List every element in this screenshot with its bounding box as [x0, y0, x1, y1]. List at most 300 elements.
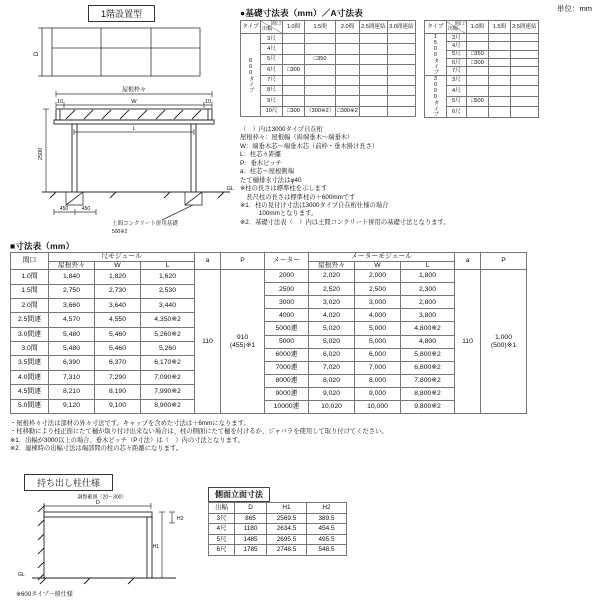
foundation-value: □300 [283, 65, 305, 75]
corner-top-label: 間口 [454, 21, 465, 27]
module-group-header: 尺モジュール [49, 253, 195, 262]
foundation-value: □350 [466, 50, 488, 58]
type-cell: 600タイプ [241, 34, 261, 117]
foundation-value [466, 75, 488, 85]
p-header: P [221, 253, 265, 270]
side-row [209, 534, 347, 545]
corner-top-label: 間口 [270, 21, 281, 27]
p-header: P [481, 253, 527, 270]
foundation-value [336, 54, 360, 64]
p-value-line: (455)※1 [229, 341, 256, 349]
w-value: 5,460 [95, 342, 141, 356]
w-value: 2,500 [355, 283, 401, 296]
roof-value: 3,020 [309, 296, 355, 309]
foundation-value [488, 42, 510, 50]
foundation-value [387, 34, 415, 44]
foundation-value [387, 75, 415, 85]
foundation-row [241, 85, 416, 95]
p-value-line: (500)※1 [490, 341, 517, 349]
gl-label: GL [18, 572, 25, 578]
type-header: タイプ [424, 21, 446, 34]
col-header: 2.5間連結 [359, 21, 387, 34]
col-header: 2.0間 [336, 21, 360, 34]
w-value: 1,820 [95, 270, 141, 284]
foundation-note-line: たて樋排水寸法はφ40 [240, 176, 302, 184]
dim-roof-width-label: 屋根枠々 [121, 87, 147, 94]
dimension-table-meter [264, 252, 527, 414]
l-value: 7,990※2 [141, 385, 195, 399]
size-label: 1.5間 [11, 284, 49, 298]
roof-value: 6,020 [309, 348, 355, 361]
w-value: 6,000 [355, 348, 401, 361]
cantilever-note: ※600タイプ一般仕様 [16, 592, 73, 598]
w-header: W [355, 261, 401, 270]
dim-l-label: L [132, 126, 136, 132]
depth-label: 10尺 [261, 106, 283, 116]
dimension-header-row [11, 253, 265, 262]
roof-value: 8,210 [49, 385, 95, 399]
foundation-value [387, 96, 415, 106]
foundation-value [488, 50, 510, 58]
roof-value: 3,660 [49, 298, 95, 312]
depth-label: 7尺 [446, 67, 466, 75]
foundation-value [336, 44, 360, 54]
depth-label: 6尺 [446, 107, 466, 117]
foundation-value [466, 107, 488, 117]
depth-label: 3尺 [261, 34, 283, 44]
dimension-table-shaku [10, 252, 265, 414]
l-value: 8,900※2 [141, 399, 195, 413]
dim-w-label: W [131, 99, 137, 105]
l-value: 9,800※2 [401, 400, 455, 413]
depth-label: 5尺 [209, 534, 235, 545]
foundation-row [241, 34, 416, 44]
w-value: 7,000 [355, 361, 401, 374]
depth-label: 3尺 [209, 513, 235, 524]
arm-and-post [44, 512, 152, 578]
foundation-value [283, 54, 305, 64]
depth-label: 5尺 [261, 54, 283, 64]
depth-label: 3尺 [446, 34, 466, 42]
foundation-value [359, 96, 387, 106]
l-value: 7,800※2 [401, 374, 455, 387]
type-cell: 3000タイプ [424, 75, 446, 117]
roof-value: 5,020 [309, 335, 355, 348]
foundation-table-1500-3000 [424, 20, 539, 118]
size-label: 2000 [265, 270, 309, 283]
side-value: 389.5 [307, 513, 347, 524]
w-value: 6,370 [95, 356, 141, 370]
foundation-value [510, 96, 538, 106]
side-row [209, 545, 347, 556]
foundation-note-line: a：柱芯〜屋根側端 [240, 168, 294, 176]
size-label: 2.0間 [11, 298, 49, 312]
foundation-value [283, 44, 305, 54]
w-value: 5,460 [95, 327, 141, 341]
side-value: 865 [235, 513, 267, 524]
depth-label: 5尺 [446, 50, 466, 58]
foundation-header-row [424, 21, 538, 34]
foundation-note-line: （ ）内は3000タイプ自在桁 [240, 126, 323, 133]
type-header: タイプ [241, 21, 261, 34]
a-value: 110 [195, 270, 221, 414]
foundation-value [283, 96, 305, 106]
roof-value: 4,570 [49, 313, 95, 327]
posts [72, 124, 196, 192]
l-value: 5,260 [141, 342, 195, 356]
cantilever-drawing [14, 492, 194, 590]
w-value: 3,640 [95, 298, 141, 312]
foundation-value: □350 [305, 54, 336, 64]
foundation-value [488, 59, 510, 67]
l-value: 6,800※2 [401, 361, 455, 374]
dim-h1-label: H1 [152, 544, 159, 550]
foundation-value [510, 59, 538, 67]
depth-label: 7尺 [261, 75, 283, 85]
foundation-row [424, 75, 538, 85]
foundation-value [510, 86, 538, 96]
size-label: 8000連 [265, 374, 309, 387]
depth-label: 9尺 [261, 96, 283, 106]
col-header: 2.5間連結 [510, 21, 538, 34]
col-header: 1.0間 [283, 21, 305, 34]
l-value: 5,260※2 [141, 327, 195, 341]
foundation-value [488, 67, 510, 75]
foundation-value [359, 54, 387, 64]
foundation-value: （300※2） [305, 106, 336, 116]
p-value [481, 270, 527, 414]
w-value: 9,100 [95, 399, 141, 413]
dim-500-label: 500※2 [112, 229, 128, 235]
depth-label: 4尺 [209, 524, 235, 535]
side-value: 548.5 [307, 545, 347, 556]
l-value: 3,800 [401, 309, 455, 322]
foundation-value [387, 44, 415, 54]
dimension-table-title: ■寸法表（mm） [10, 241, 75, 251]
size-label: 5000 [265, 335, 309, 348]
foundation-value [510, 34, 538, 42]
foundation-value [466, 67, 488, 75]
corner-bottom-label: 出幅 [447, 26, 458, 32]
foundation-value [283, 34, 305, 44]
plan-grid [38, 28, 200, 76]
foundation-value [359, 34, 387, 44]
col-header: 1.0間 [466, 21, 488, 34]
dimension-tables [10, 252, 527, 414]
col-header: D [235, 503, 267, 514]
foundation-value [359, 65, 387, 75]
roof-plan-drawing [30, 22, 210, 82]
size-label: 5.0間連 [11, 399, 49, 413]
l-value: 4,800※2 [401, 322, 455, 335]
roof-section [54, 109, 214, 124]
roof-value: 5,480 [49, 327, 95, 341]
foundation-note-line: ※1．柱の見付け寸法は3000タイプ自在桁仕様の場合 [240, 201, 389, 209]
foundation-value [305, 75, 336, 85]
roof-header: 屋根外々 [49, 261, 95, 270]
size-label: 3000 [265, 296, 309, 309]
dim-d-label: D [96, 500, 100, 506]
roof-value: 1,840 [49, 270, 95, 284]
adjust-range-label: 調整範囲（20〜300） [77, 494, 127, 501]
foundation-value [336, 65, 360, 75]
type-cell: 1500タイプ [424, 34, 446, 76]
col-header: H2 [307, 503, 347, 514]
w-value: 2,000 [355, 270, 401, 283]
foundation-value [336, 75, 360, 85]
foundation-value [283, 85, 305, 95]
plan-dim-d-label: D [34, 51, 40, 57]
w-value: 5,000 [355, 322, 401, 335]
foundation-value [510, 107, 538, 117]
dim-h2-label: H2 [177, 516, 184, 522]
roof-value: 2,750 [49, 284, 95, 298]
size-label: 4.5間連 [11, 385, 49, 399]
foundation-note-line: W：端垂木芯〜端垂木芯（前枠・垂木掛け長さ） [240, 142, 379, 150]
roof-value: 7,310 [49, 370, 95, 384]
ground-line [32, 578, 176, 584]
l-value: 1,620 [141, 270, 195, 284]
size-label: 6000連 [265, 348, 309, 361]
l-header: L [401, 261, 455, 270]
foundation-value [305, 96, 336, 106]
cantilever-title: 持ち出し柱仕様 [24, 474, 113, 491]
dim-height-label: 2500 [38, 147, 44, 161]
foundation-value: □300 [283, 106, 305, 116]
col-header: H1 [267, 503, 307, 514]
side-value: 2569.5 [267, 513, 307, 524]
dimension-notes [10, 420, 588, 454]
p-value-line: 910 [236, 334, 249, 341]
w-value: 8,190 [95, 385, 141, 399]
roof-value: 7,020 [309, 361, 355, 374]
col-header: 出幅 [209, 503, 235, 514]
dimension-lines [44, 503, 175, 578]
foundation-value [488, 75, 510, 85]
roof-value: 2,520 [309, 283, 355, 296]
roof-value: 10,020 [309, 400, 355, 413]
l-value: 2,530 [141, 284, 195, 298]
foundation-value [510, 50, 538, 58]
foundation-value [387, 54, 415, 64]
p-value-line: 1,000 [494, 334, 512, 341]
side-value: 2695.5 [267, 534, 307, 545]
foundation-row [241, 65, 416, 75]
foundation-table-title: ●基礎寸法表（mm）／A寸法表 [240, 8, 363, 18]
foundation-note-label: 土間コンクリート併用基礎 [112, 221, 178, 227]
size-label: 2500 [265, 283, 309, 296]
roof-value: 6,390 [49, 356, 95, 370]
foundation-value [336, 96, 360, 106]
roof-value: 8,020 [309, 374, 355, 387]
foundation-note-line: P：垂木ピッチ [240, 159, 282, 167]
foundation-value: □300※2 [336, 106, 360, 116]
roof-value: 9,020 [309, 387, 355, 400]
depth-label: 5尺 [446, 96, 466, 106]
corner-header [261, 21, 283, 34]
depth-label: 4尺 [446, 42, 466, 50]
dim-10-right-label: 10 [204, 99, 212, 105]
size-label: 3.0間 [11, 342, 49, 356]
foundation-value [510, 42, 538, 50]
unit-label: 単位：mm [557, 4, 592, 13]
dimension-note-line: ※1．出幅が3000以上の場合、垂木ピッチ（P寸法）は（ ）内の寸法となります。 [10, 436, 245, 444]
dimension-lines [43, 91, 212, 215]
depth-label: 6尺 [446, 59, 466, 67]
size-label: 3.5間連 [11, 356, 49, 370]
foundation-value [359, 106, 387, 116]
col-header: 3.0間連結 [387, 21, 415, 34]
size-label: 3.0間連 [11, 327, 49, 341]
size-label: 4.0間連 [11, 370, 49, 384]
side-value: 454.5 [307, 524, 347, 535]
install-type-label: 1階設置型 [88, 5, 155, 22]
roof-value: 5,480 [49, 342, 95, 356]
foundation-value [359, 44, 387, 54]
side-value: 2634.5 [267, 524, 307, 535]
side-row [209, 513, 347, 524]
depth-label: 3尺 [446, 75, 466, 85]
l-header: L [141, 261, 195, 270]
side-value: 1785 [235, 545, 267, 556]
col-header: 1.5間 [488, 21, 510, 34]
a-header: a [455, 253, 481, 270]
foundation-value [488, 86, 510, 96]
module-group-header: メーターモジュール [309, 253, 455, 262]
foundation-row [424, 34, 538, 42]
col-header: 1.5間 [305, 21, 336, 34]
foundation-note-line: ※2．基礎寸法表（ ）内は土間コンクリート併用の基礎寸法となります。 [240, 218, 450, 226]
depth-label: 6尺 [261, 65, 283, 75]
size-label: 9000連 [265, 387, 309, 400]
foundation-table-600 [240, 20, 416, 117]
dimension-row [11, 270, 265, 284]
wall-section [38, 504, 44, 580]
l-value: 1,800 [401, 270, 455, 283]
foundation-value [488, 107, 510, 117]
w-value: 2,730 [95, 284, 141, 298]
w-value: 10,000 [355, 400, 401, 413]
a-value: 110 [455, 270, 481, 414]
dimension-note-line: ・屋根枠々寸法は部材の外々寸法です。キャップを含めた寸法は＋6mmになります。 [10, 420, 250, 427]
dimension-header-row [265, 253, 527, 262]
foundation-value: □500 [466, 96, 488, 106]
dimension-note-line: ・柱移動により柱正面にたて樋が取り付け出来ない場合は、柱の側面にたて樋を付けるか、ジャバラを使用して取り付けてください。 [10, 428, 388, 436]
foundation-value [359, 85, 387, 95]
size-label: 1.0間 [11, 270, 49, 284]
dim-450-right-label: 450 [81, 206, 91, 212]
foundation-value: □300 [466, 59, 488, 67]
foundation-note-line: 屋根枠々：屋根幅（両端垂木〜端垂木） [240, 134, 354, 142]
p-value [221, 270, 265, 414]
foundation-value [359, 75, 387, 85]
foundation-value [488, 96, 510, 106]
side-header-row [209, 503, 347, 514]
maguchi-header: 間口 [11, 253, 49, 270]
dim-450-left-label: 450 [59, 206, 69, 212]
foundation-value [336, 85, 360, 95]
foundation-tables [240, 20, 539, 118]
foundation-value [466, 42, 488, 50]
depth-label: 4尺 [446, 86, 466, 96]
l-value: 4,350※2 [141, 313, 195, 327]
foundation-row [241, 75, 416, 85]
w-header: W [95, 261, 141, 270]
foundation-row [241, 96, 416, 106]
l-value: 8,800※2 [401, 387, 455, 400]
foundation-value [466, 86, 488, 96]
foundation-note-line: ※柱の長さは標準柱を示します [240, 185, 328, 193]
w-value: 8,000 [355, 374, 401, 387]
a-header: a [195, 253, 221, 270]
foundation-note-line: 長尺柱の長さは標準柱の＋600mmです [240, 193, 356, 201]
l-value: 5,800※2 [401, 348, 455, 361]
size-label: 10000連 [265, 400, 309, 413]
l-value: 7,090※2 [141, 370, 195, 384]
dimension-note-line: ※2．連棟時の出幅寸法は端部間の柱の芯々距離になります。 [10, 445, 182, 453]
foundation-value [336, 34, 360, 44]
foundation-value [305, 85, 336, 95]
dim-10-left-label: 10 [56, 99, 64, 105]
foundation-row [241, 44, 416, 54]
foundation-note-line: 100mmとなります。 [240, 210, 318, 218]
foundation-value [387, 85, 415, 95]
foundation-row [241, 54, 416, 64]
foundation-value [466, 34, 488, 42]
front-elevation-drawing [16, 84, 238, 236]
w-value: 4,550 [95, 313, 141, 327]
foundation-value [510, 67, 538, 75]
side-value: 2748.5 [267, 545, 307, 556]
l-value: 2,300 [401, 283, 455, 296]
side-row [209, 524, 347, 535]
side-value: 1180 [235, 524, 267, 535]
l-value: 4,800 [401, 335, 455, 348]
roof-value: 4,020 [309, 309, 355, 322]
size-label: 7000連 [265, 361, 309, 374]
foundation-value [305, 65, 336, 75]
foundation-value [387, 106, 415, 116]
l-value: 6,170※2 [141, 356, 195, 370]
w-value: 9,000 [355, 387, 401, 400]
roof-value: 5,020 [309, 322, 355, 335]
dimension-row [265, 270, 527, 283]
foundation-value [305, 34, 336, 44]
depth-label: 4尺 [261, 44, 283, 54]
w-value: 3,000 [355, 296, 401, 309]
corner-header [446, 21, 466, 34]
roof-value: 2,020 [309, 270, 355, 283]
foundation-header-row [241, 21, 416, 34]
foundation-value [488, 34, 510, 42]
size-label: 4000 [265, 309, 309, 322]
foundation-note-line: L：柱芯々距離 [240, 151, 282, 159]
corner-bottom-label: 出幅 [262, 26, 273, 32]
roof-header: 屋根外々 [309, 261, 355, 270]
l-value: 2,800 [401, 296, 455, 309]
foundation-value [387, 65, 415, 75]
side-elevation-table [208, 502, 347, 556]
size-label: 5000連 [265, 322, 309, 335]
w-value: 5,000 [355, 335, 401, 348]
side-elevation-title: 側面立面寸法 [208, 487, 270, 502]
gl-label: GL [226, 186, 234, 192]
w-value: 7,290 [95, 370, 141, 384]
size-label: 2.5間連 [11, 313, 49, 327]
depth-label: 8尺 [261, 85, 283, 95]
l-value: 3,440 [141, 298, 195, 312]
foundation-value [510, 75, 538, 85]
